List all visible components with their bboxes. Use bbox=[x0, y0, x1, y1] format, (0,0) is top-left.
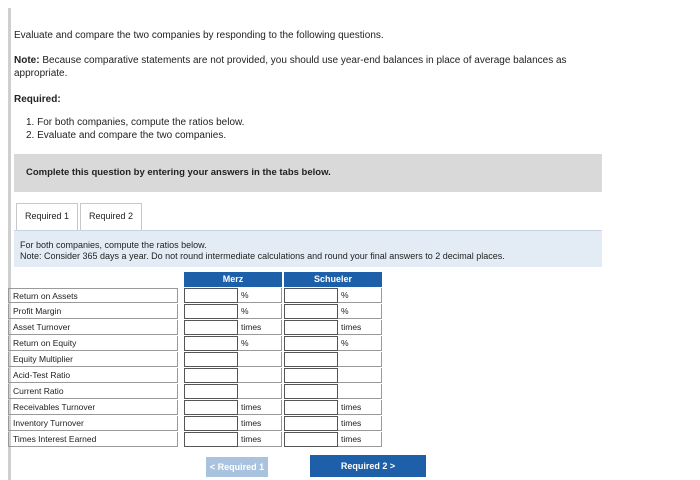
instructions-banner bbox=[14, 154, 602, 192]
merz-answer-input[interactable] bbox=[184, 432, 238, 447]
instructions-line-2: Note: Consider 365 days a year. Do not round intermediate calculations and round your final answers to 2 decimal places. bbox=[20, 251, 505, 261]
merz-answer-input[interactable] bbox=[184, 416, 238, 431]
schueler-answer-input[interactable] bbox=[284, 416, 338, 431]
merz-answer-input[interactable] bbox=[184, 304, 238, 319]
schueler-answer-input[interactable] bbox=[284, 432, 338, 447]
merz-unit: % bbox=[238, 336, 282, 351]
next-required-button[interactable]: Required 2 > bbox=[310, 455, 426, 477]
schueler-answer-input[interactable] bbox=[284, 352, 338, 367]
note-label: Note: bbox=[14, 55, 40, 66]
ratio-label: Acid-Test Ratio bbox=[8, 368, 178, 383]
prev-required-button[interactable]: < Required 1 bbox=[206, 457, 268, 477]
tab-instructions bbox=[14, 230, 602, 267]
schueler-unit: times bbox=[338, 416, 382, 431]
merz-unit: % bbox=[238, 304, 282, 319]
column-header-merz: Merz bbox=[184, 272, 282, 287]
merz-answer-input[interactable] bbox=[184, 288, 238, 303]
schueler-answer-input[interactable] bbox=[284, 288, 338, 303]
banner-text: Complete this question by entering your answers in the tabs below. bbox=[26, 167, 331, 178]
schueler-unit: times bbox=[338, 432, 382, 447]
merz-unit: times bbox=[238, 432, 282, 447]
column-header-schueler: Schueler bbox=[284, 272, 382, 287]
ratio-label: Inventory Turnover bbox=[8, 416, 178, 431]
ratio-label: Return on Equity bbox=[8, 336, 178, 351]
ratio-label: Times Interest Earned bbox=[8, 432, 178, 447]
schueler-unit bbox=[338, 368, 382, 383]
note-text: Because comparative statements are not provided, you should use year-end balances in place of average balances as appropriate. bbox=[14, 55, 567, 79]
schueler-answer-input[interactable] bbox=[284, 384, 338, 399]
schueler-unit bbox=[338, 384, 382, 399]
ratio-label: Equity Multiplier bbox=[8, 352, 178, 367]
merz-unit bbox=[238, 352, 282, 367]
instructions-line-1: For both companies, compute the ratios below. bbox=[20, 240, 207, 250]
schueler-answer-input[interactable] bbox=[284, 400, 338, 415]
tab-bar bbox=[16, 203, 142, 229]
merz-unit: times bbox=[238, 320, 282, 335]
question-intro: Evaluate and compare the two companies by responding to the following questions. bbox=[14, 30, 384, 41]
merz-answer-input[interactable] bbox=[184, 400, 238, 415]
schueler-unit bbox=[338, 352, 382, 367]
schueler-unit: % bbox=[338, 336, 382, 351]
schueler-answer-input[interactable] bbox=[284, 320, 338, 335]
schueler-unit: times bbox=[338, 320, 382, 335]
ratio-label: Receivables Turnover bbox=[8, 400, 178, 415]
schueler-unit: times bbox=[338, 400, 382, 415]
merz-unit bbox=[238, 384, 282, 399]
merz-answer-input[interactable] bbox=[184, 336, 238, 351]
merz-answer-input[interactable] bbox=[184, 320, 238, 335]
tab-required-2[interactable]: Required 2 bbox=[80, 203, 142, 230]
required-heading: Required: bbox=[14, 94, 61, 105]
tab-required-1[interactable]: Required 1 bbox=[16, 203, 78, 230]
schueler-unit: % bbox=[338, 288, 382, 303]
ratio-label: Asset Turnover bbox=[8, 320, 178, 335]
required-steps bbox=[26, 116, 244, 142]
merz-unit bbox=[238, 368, 282, 383]
ratio-label: Profit Margin bbox=[8, 304, 178, 319]
step-2: 2. Evaluate and compare the two companies. bbox=[26, 130, 227, 141]
merz-unit: times bbox=[238, 416, 282, 431]
note bbox=[14, 54, 614, 80]
schueler-unit: % bbox=[338, 304, 382, 319]
ratio-label: Return on Assets bbox=[8, 288, 178, 303]
schueler-answer-input[interactable] bbox=[284, 304, 338, 319]
schueler-answer-input[interactable] bbox=[284, 336, 338, 351]
merz-answer-input[interactable] bbox=[184, 352, 238, 367]
merz-unit: times bbox=[238, 400, 282, 415]
merz-unit: % bbox=[238, 288, 282, 303]
merz-answer-input[interactable] bbox=[184, 384, 238, 399]
schueler-answer-input[interactable] bbox=[284, 368, 338, 383]
step-1: 1. For both companies, compute the ratios below. bbox=[26, 117, 245, 128]
ratio-label: Current Ratio bbox=[8, 384, 178, 399]
merz-answer-input[interactable] bbox=[184, 368, 238, 383]
